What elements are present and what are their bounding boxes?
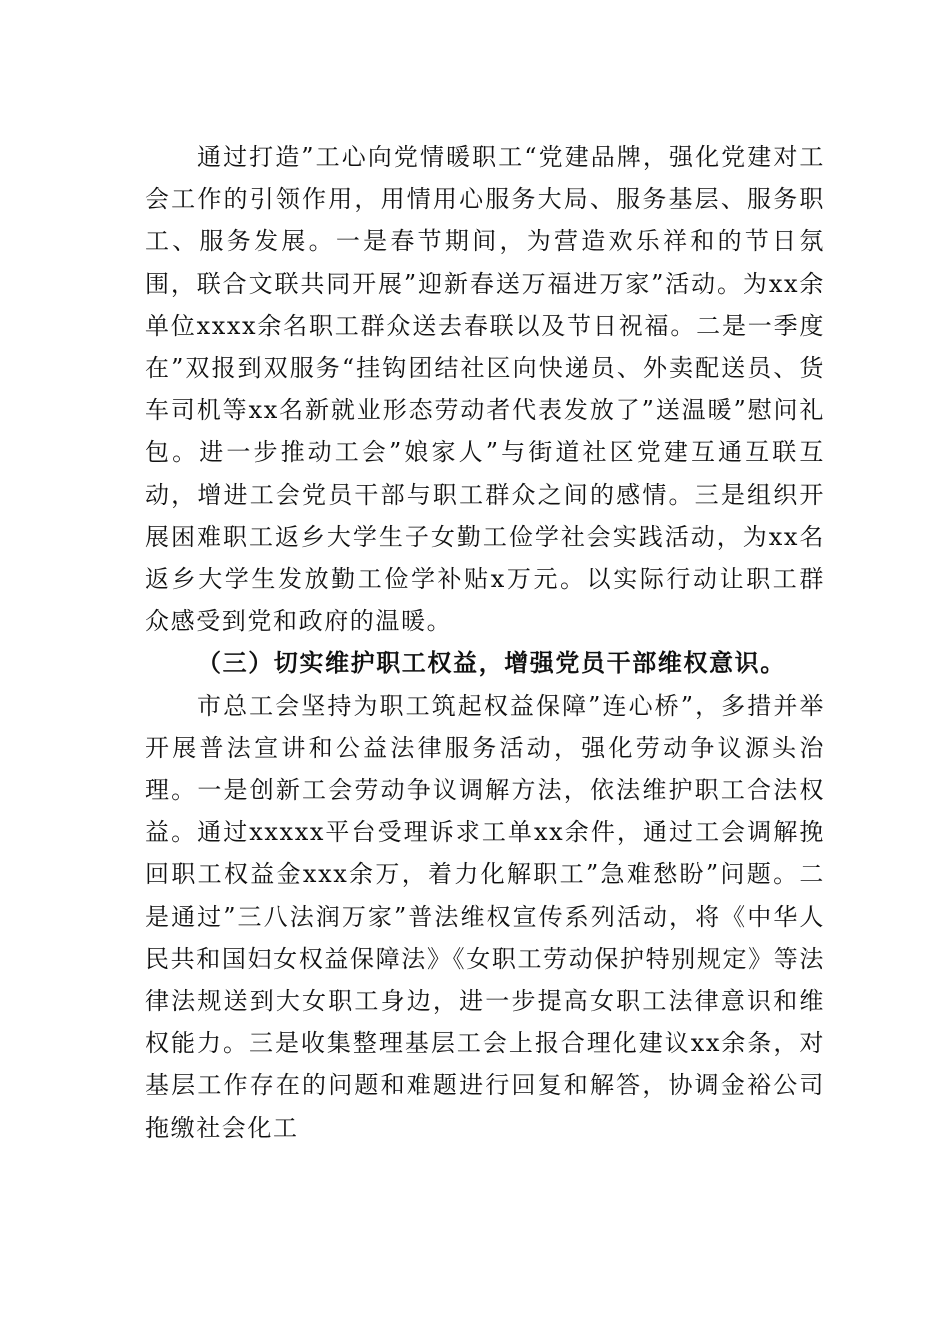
document-body [145,136,825,1149]
paragraph-rights-protection: 市总工会坚持为职工筑起权益保障”连心桥”，多措并举开展普法宣讲和公益法律服务活动，强化劳动争议源头治理。一是创新工会劳动争议调解方法，依法维护职工合法权益。通过xxxxx平台受理诉求工单xx余件，通过工会调解挽回职工权益金xxx余万，着力化解职工”急难愁盼”问题。二是通过”三八法润万家”普法维权宣传系列活动，将《中华人民共和国妇女权益保障法》《女职工劳动保护特别规定》等法律法规送到大女职工身边，进一步提高女职工法律意识和维权能力。三是收集整理基层工会上报合理化建议xx余条，对基层工作存在的问题和难题进行回复和解答，协调金裕公司拖缴社会化工 [145,691,825,1142]
paragraph-party-brand: 通过打造”工心向党情暖职工“党建品牌，强化党建对工会工作的引领作用，用情用心服务大局、服务基层、服务职工、服务发展。一是春节期间，为营造欢乐祥和的节日氛围，联合文联共同开展”迎新春送万福进万家”活动。为xx余单位xxxx余名职工群众送去春联以及节日祝福。二是一季度在”双报到双服务“挂钩团结社区向快递员、外卖配送员、货车司机等xx名新就业形态劳动者代表发放了”送温暖”慰问礼包。进一步推动工会”娘家人”与街道社区党建互通互联互动，增进工会党员干部与职工群众之间的感情。三是组织开展困难职工返乡大学生子女勤工俭学社会实践活动，为xx名返乡大学生发放勤工俭学补贴x万元。以实际行动让职工群众感受到党和政府的温暖。 [145,143,825,636]
section-heading-3: （三）切实维护职工权益，增强党员干部维权意识。 [197,648,786,678]
